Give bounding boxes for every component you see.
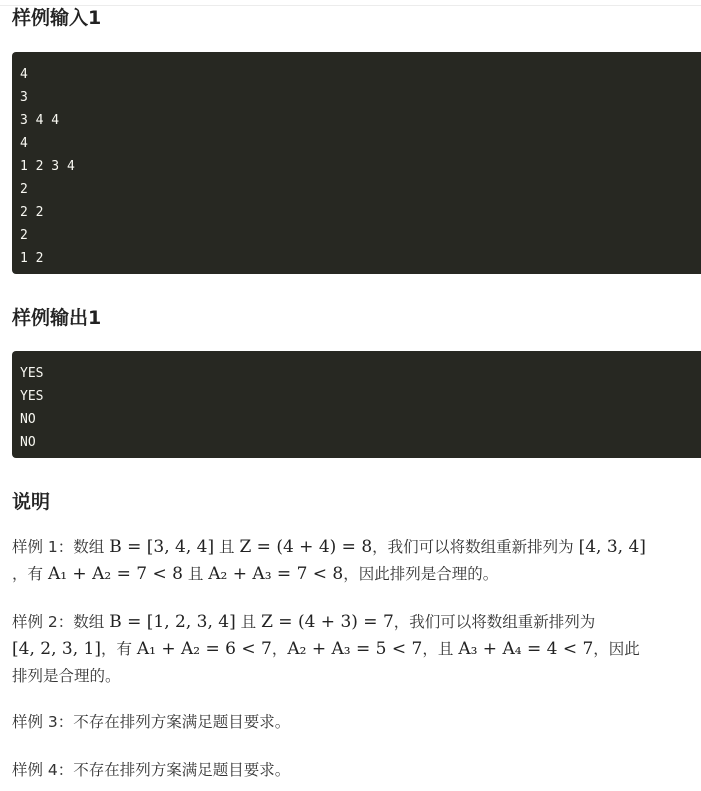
p2-math-sum-1: A₁ + A₂ = 6 < 7 [136, 639, 272, 659]
explanation-paragraph-1 [12, 534, 700, 588]
p1-math-arrangement: [4, 3, 4] [578, 537, 646, 557]
paragraph-2-line-3: 排列是合理的。 [12, 667, 121, 685]
paragraph-2-line-1 [12, 609, 700, 636]
input-line-9: 1 2 [20, 251, 44, 266]
p2-math-sum-3: A₃ + A₄ = 4 < 7 [458, 639, 594, 659]
p2-text: ，我们可以将数组重新排列为 [393, 613, 596, 631]
input-line-8: 2 [20, 228, 28, 243]
p2-math-arrangement: [4, 2, 3, 1] [12, 639, 101, 659]
input-line-7: 2 2 [20, 205, 44, 220]
p4-prefix: 样例 4： [12, 761, 74, 779]
paragraph-2-line-2 [12, 636, 700, 663]
paragraph-1-line-1 [12, 534, 700, 561]
p2-and-1: 且 [235, 613, 262, 631]
input-line-6: 2 [20, 182, 28, 197]
p2-t1: ，有 [100, 640, 137, 658]
sample-input-title: 样例输入1 [12, 7, 102, 29]
p1-text: ，我们可以将数组重新排列为 [372, 538, 579, 556]
output-line-2: YES [20, 389, 44, 404]
top-divider [0, 5, 701, 6]
p2-prefix: 样例 2：数组 [12, 613, 110, 631]
paragraph-1-line-2 [12, 561, 700, 588]
input-line-5: 1 2 3 4 [20, 159, 75, 174]
p1-suffix: ，因此排列是合理的。 [343, 565, 499, 583]
p1-and-1: 且 [214, 538, 240, 556]
p1-line2-prefix: ，有 [12, 565, 48, 583]
input-line-4: 4 [20, 136, 28, 151]
p1-and-2: 且 [182, 565, 209, 583]
input-line-1: 4 [20, 67, 28, 82]
output-line-4: NO [20, 435, 36, 450]
p1-math-sum-2: A₂ + A₃ = 7 < 8 [208, 564, 344, 584]
p1-math-z: Z = (4 + 4) = 8 [239, 537, 373, 557]
p3-text: 不存在排列方案满足题目要求。 [73, 713, 291, 731]
p2-t3: ，且 [422, 640, 459, 658]
explanation-title: 说明 [12, 491, 51, 513]
p3-prefix: 样例 3： [12, 713, 74, 731]
p2-math-z: Z = (4 + 3) = 7 [261, 612, 394, 632]
input-line-3: 3 4 4 [20, 113, 60, 128]
output-line-3: NO [20, 412, 36, 427]
sample-input-code-block[interactable] [12, 52, 701, 274]
sample-output-code-block[interactable] [12, 351, 701, 458]
output-line-1: YES [20, 366, 44, 381]
explanation-paragraph-3 [12, 709, 700, 736]
p2-math-b: B = [1, 2, 3, 4] [109, 612, 236, 632]
p2-t2: ， [271, 640, 288, 658]
p4-text: 不存在排列方案满足题目要求。 [73, 761, 291, 779]
explanation-paragraph-2 [12, 609, 700, 690]
sample-output-title: 样例输出1 [12, 307, 102, 329]
p1-math-sum-1: A₁ + A₂ = 7 < 8 [47, 564, 183, 584]
p2-t4: ，因此 [593, 640, 640, 658]
p2-math-sum-2: A₂ + A₃ = 5 < 7 [287, 639, 423, 659]
p1-math-b: B = [3, 4, 4] [109, 537, 215, 557]
explanation-paragraph-4 [12, 757, 700, 784]
p1-prefix: 样例 1：数组 [12, 538, 110, 556]
input-line-2: 3 [20, 90, 28, 105]
